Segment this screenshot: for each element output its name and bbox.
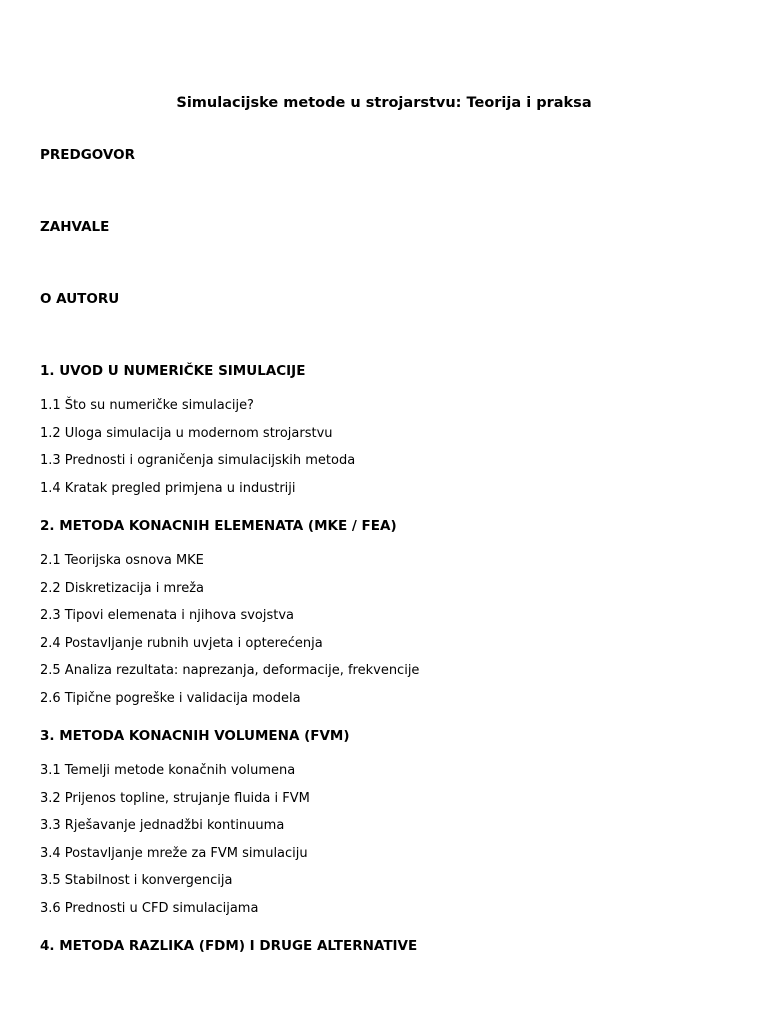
chapter-heading-3: 3. METODA KONACNIH VOLUMENA (FVM) — [40, 728, 350, 744]
chapter-heading-2: 2. METODA KONACNIH ELEMENATA (MKE / FEA) — [40, 518, 397, 534]
toc-item-2-6: 2.6 Tipične pogreške i validacija modela — [40, 691, 301, 706]
toc-item-3-1: 3.1 Temelji metode konačnih volumena — [40, 763, 296, 778]
toc-item-3-6: 3.6 Prednosti u CFD simulacijama — [40, 901, 259, 916]
toc-item-2-4: 2.4 Postavljanje rubnih uvjeta i opterećenja — [40, 636, 323, 651]
toc-item-1-3: 1.3 Prednosti i ograničenja simulacijskih metoda — [40, 453, 356, 468]
chapter-heading-4: 4. METODA RAZLIKA (FDM) I DRUGE ALTERNATIVE — [40, 938, 418, 954]
front-matter-preface: PREDGOVOR — [40, 147, 135, 163]
toc-item-2-3: 2.3 Tipovi elemenata i njihova svojstva — [40, 608, 295, 623]
toc-item-1-1: 1.1 Što su numeričke simulacije? — [40, 398, 254, 413]
toc-item-1-2: 1.2 Uloga simulacija u modernom strojarstvu — [40, 426, 333, 441]
toc-item-1-4: 1.4 Kratak pregled primjena u industriji — [40, 481, 296, 496]
toc-item-3-5: 3.5 Stabilnost i konvergencija — [40, 873, 233, 888]
front-matter-acknowledgements: ZAHVALE — [40, 219, 110, 235]
toc-item-2-1: 2.1 Teorijska osnova MKE — [40, 553, 204, 568]
chapter-heading-1: 1. UVOD U NUMERIČKE SIMULACIJE — [40, 363, 306, 379]
toc-item-2-5: 2.5 Analiza rezultata: naprezanja, deformacije, frekvencije — [40, 663, 420, 678]
toc-item-3-3: 3.3 Rješavanje jednadžbi kontinuuma — [40, 818, 285, 833]
front-matter-about-author: O AUTORU — [40, 291, 120, 307]
toc-item-3-2: 3.2 Prijenos topline, strujanje fluida i FVM — [40, 791, 310, 806]
toc-item-3-4: 3.4 Postavljanje mreže za FVM simulaciju — [40, 846, 308, 861]
document-title: Simulacijske metode u strojarstvu: Teorija i praksa — [176, 95, 592, 111]
toc-item-2-2: 2.2 Diskretizacija i mreža — [40, 581, 205, 596]
